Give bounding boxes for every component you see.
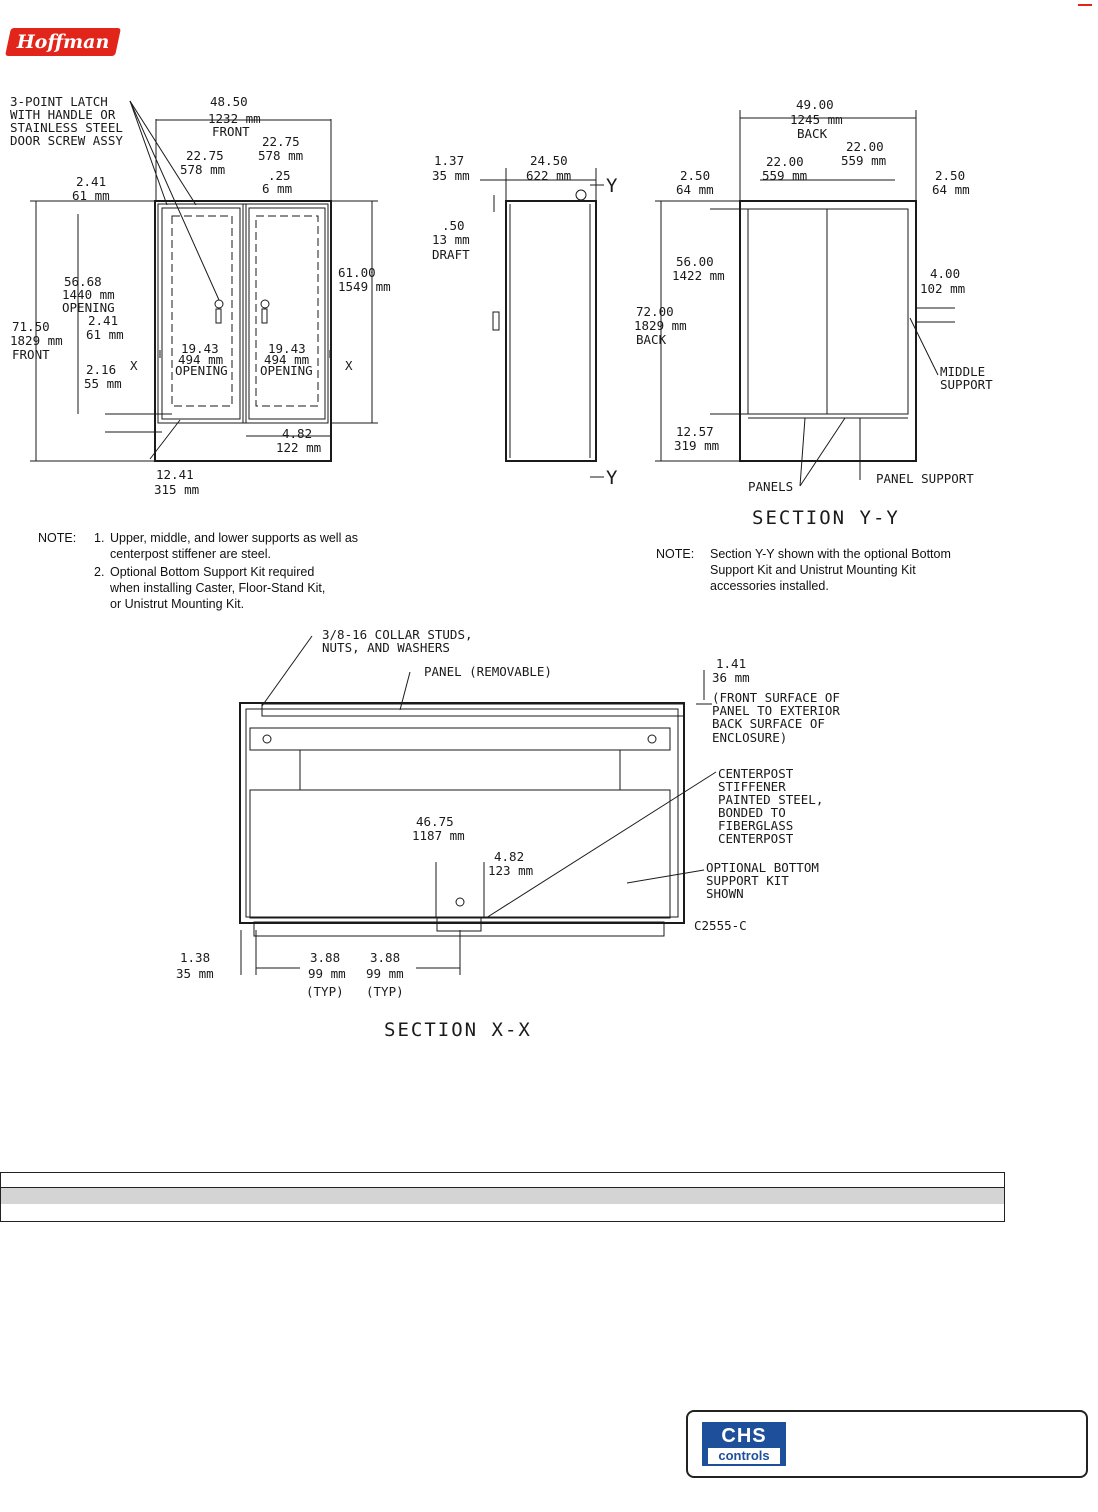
- chs-logo-bottom: controls: [708, 1448, 780, 1464]
- front-surface-value: 1.41: [716, 656, 747, 671]
- opening-width-right-value: 19.43: [268, 341, 306, 356]
- back-enclosure-outline: [740, 201, 916, 461]
- section-y-title: SECTION Y-Y: [752, 507, 900, 529]
- half-left-mm: 559 mm: [762, 168, 808, 183]
- section-x-view: [176, 627, 840, 1041]
- opening-width-left-value: 19.43: [181, 341, 219, 356]
- opening-height-label: OPENING: [62, 300, 115, 315]
- spec-table: [0, 1172, 1005, 1222]
- back-height-mm: 1829 mm: [634, 318, 687, 333]
- bottom-offset-value: 2.16: [86, 362, 117, 377]
- side-handle-icon: [493, 312, 499, 330]
- half-right-mm: 559 mm: [841, 153, 887, 168]
- back-width-label: BACK: [797, 126, 828, 141]
- center-mm: 123 mm: [488, 863, 534, 878]
- opening-width-right-mm: 494 mm: [264, 352, 310, 367]
- left-latch-icon: [215, 300, 223, 308]
- opening-width-left-mm: 494 mm: [178, 352, 224, 367]
- side-enclosure-outline: [506, 201, 596, 461]
- upper-support: [250, 728, 670, 750]
- right-note-label: NOTE:: [656, 547, 695, 561]
- side-front-offset-value: 1.37: [434, 153, 465, 168]
- left-note: [38, 530, 378, 614]
- note-item-1-num: 1.: [94, 531, 105, 545]
- side-depth-value: 24.50: [530, 153, 568, 168]
- draft-mm: 13 mm: [432, 232, 470, 247]
- top-offset-value: 2.41: [76, 174, 107, 189]
- note-item-2: Optional Bottom Support Kit required when installing Caster, Floor-Stand Kit, or Unistrut Mounting Kit.: [110, 565, 326, 611]
- studs-line1: 3/8-16 COLLAR STUDS,: [322, 627, 473, 642]
- front-surface-mm: 36 mm: [712, 670, 750, 685]
- gap-mm: 6 mm: [262, 181, 293, 196]
- stiffener-line1: CENTERPOST: [718, 766, 794, 781]
- middle-support-section: [250, 790, 670, 918]
- back-width-mm: 1245 mm: [790, 112, 843, 127]
- front-height-value: 71.50: [12, 319, 50, 334]
- front-width-label: FRONT: [212, 124, 250, 139]
- edge-left-value: 2.50: [680, 168, 711, 183]
- door-width-right-mm: 578 mm: [258, 148, 304, 163]
- hoffman-logo-text: Hoffman: [16, 31, 110, 53]
- side-view: [432, 153, 619, 489]
- edge-mm: 35 mm: [176, 966, 214, 981]
- typ-right-value: 3.88: [370, 950, 401, 965]
- latch-label-4: DOOR SCREW ASSY: [10, 133, 123, 148]
- back-view: [634, 97, 993, 529]
- center-offset-value: 4.82: [282, 426, 313, 441]
- latch-label-3: STAINLESS STEEL: [10, 120, 123, 135]
- back-height-label: BACK: [636, 332, 667, 347]
- spec-table-shaded-row: [1, 1188, 1004, 1204]
- stiffener-line4: BONDED TO: [718, 805, 786, 820]
- door-width-right-value: 22.75: [262, 134, 300, 149]
- door-width-left-value: 22.75: [186, 148, 224, 163]
- stiffener-line3: PAINTED STEEL,: [718, 792, 824, 807]
- right-door: [249, 208, 325, 419]
- base-height-mm: 315 mm: [154, 482, 200, 497]
- drawing-number: C2555-C: [694, 918, 747, 933]
- bottom-kit-line2: SUPPORT KIT: [706, 873, 789, 888]
- chs-logo: [702, 1422, 786, 1466]
- back-width-value: 49.00: [796, 97, 834, 112]
- top-offset-mm: 61 mm: [72, 188, 110, 203]
- panel-height-value: 56.00: [676, 254, 714, 269]
- draft-label: DRAFT: [432, 247, 470, 262]
- back-panels: [748, 209, 908, 414]
- bottom-offset-mm: 55 mm: [84, 376, 122, 391]
- opening-height-mm: 1440 mm: [62, 287, 115, 302]
- chs-footer-box: [686, 1410, 1088, 1478]
- latch-label-1: 3-POINT LATCH: [10, 94, 108, 109]
- middle-support-line1: MIDDLE: [940, 364, 986, 379]
- panels-label: PANELS: [748, 479, 794, 494]
- back-height-value: 72.00: [636, 304, 674, 319]
- typ-left-value: 3.88: [310, 950, 341, 965]
- section-x-marker-left: X: [130, 358, 138, 373]
- gap-value: .25: [268, 168, 291, 183]
- section-x-outline: [240, 703, 684, 923]
- section-x-marker-right: X: [345, 358, 353, 373]
- studs-line2: NUTS, AND WASHERS: [322, 640, 450, 655]
- edge-left-mm: 64 mm: [676, 182, 714, 197]
- bottom-support-kit: [254, 922, 664, 936]
- panel-height-mm: 1422 mm: [672, 268, 725, 283]
- typ-right-mm: 99 mm: [366, 966, 404, 981]
- panel-removable-label: PANEL (REMOVABLE): [424, 664, 552, 679]
- right-note: [656, 546, 976, 596]
- door-width-left-mm: 578 mm: [180, 162, 226, 177]
- edge-value: 1.38: [180, 950, 211, 965]
- support-spacing-value: 4.00: [930, 266, 961, 281]
- section-y-marker-top: Y: [606, 175, 620, 197]
- mid-offset-mm: 61 mm: [86, 327, 124, 342]
- opening-width-right-label: OPENING: [260, 363, 313, 378]
- middle-support-line2: SUPPORT: [940, 377, 993, 392]
- side-hinge-icon: [576, 190, 586, 200]
- section-y-marker-bottom: Y: [606, 467, 620, 489]
- panel-support-label: PANEL SUPPORT: [876, 471, 974, 486]
- right-latch-icon: [261, 300, 269, 308]
- chs-logo-top: CHS: [721, 1425, 767, 1447]
- front-height-label: FRONT: [12, 347, 50, 362]
- bottom-kit-line1: OPTIONAL BOTTOM: [706, 860, 819, 875]
- edge-right-mm: 64 mm: [932, 182, 970, 197]
- side-front-offset-mm: 35 mm: [432, 168, 470, 183]
- removable-panel: [262, 704, 684, 716]
- center-offset-mm: 122 mm: [276, 440, 322, 455]
- front-width-mm: 1232 mm: [208, 111, 261, 126]
- door-height-value: 61.00: [338, 265, 376, 280]
- stiffener-line5: FIBERGLASS: [718, 818, 794, 833]
- front-height-mm: 1829 mm: [10, 333, 63, 348]
- interior-width-value: 46.75: [416, 814, 454, 829]
- typ-right-label: (TYP): [366, 984, 404, 999]
- half-left-value: 22.00: [766, 154, 804, 169]
- typ-left-label: (TYP): [306, 984, 344, 999]
- front-view: [10, 94, 391, 497]
- center-value: 4.82: [494, 849, 525, 864]
- front-width-value: 48.50: [210, 94, 248, 109]
- note-item-1: Upper, middle, and lower supports as well as centerpost stiffener are steel.: [110, 531, 359, 561]
- draft-value: .50: [442, 218, 465, 233]
- latch-label-2: WITH HANDLE OR: [10, 107, 116, 122]
- door-height-mm: 1549 mm: [338, 279, 391, 294]
- bottom-kit-line3: SHOWN: [706, 886, 744, 901]
- half-right-value: 22.00: [846, 139, 884, 154]
- support-spacing-mm: 102 mm: [920, 281, 966, 296]
- mid-offset-value: 2.41: [88, 313, 119, 328]
- front-surface-line2: PANEL TO EXTERIOR: [712, 703, 840, 718]
- left-note-label: NOTE:: [38, 531, 77, 545]
- spec-table-header-row: [1, 1173, 1004, 1188]
- bottom-mm: 319 mm: [674, 438, 720, 453]
- left-door: [162, 208, 240, 419]
- interior-width-mm: 1187 mm: [412, 828, 465, 843]
- note-item-2-num: 2.: [94, 565, 105, 579]
- front-surface-line4: ENCLOSURE): [712, 730, 788, 745]
- side-depth-mm: 622 mm: [526, 168, 572, 183]
- right-note-text: Section Y-Y shown with the optional Bottom Support Kit and Unistrut Mounting Kit accessories installed.: [710, 547, 951, 593]
- bottom-value: 12.57: [676, 424, 714, 439]
- stiffener-line2: STIFFENER: [718, 779, 786, 794]
- stiffener-line6: CENTERPOST: [718, 831, 794, 846]
- typ-left-mm: 99 mm: [308, 966, 346, 981]
- base-height-value: 12.41: [156, 467, 194, 482]
- opening-width-left-label: OPENING: [175, 363, 228, 378]
- section-x-title: SECTION X-X: [384, 1019, 532, 1041]
- keyhole-icon: [456, 898, 464, 906]
- opening-height-value: 56.68: [64, 274, 102, 289]
- front-surface-line1: (FRONT SURFACE OF: [712, 690, 840, 705]
- front-surface-line3: BACK SURFACE OF: [712, 716, 825, 731]
- edge-right-value: 2.50: [935, 168, 966, 183]
